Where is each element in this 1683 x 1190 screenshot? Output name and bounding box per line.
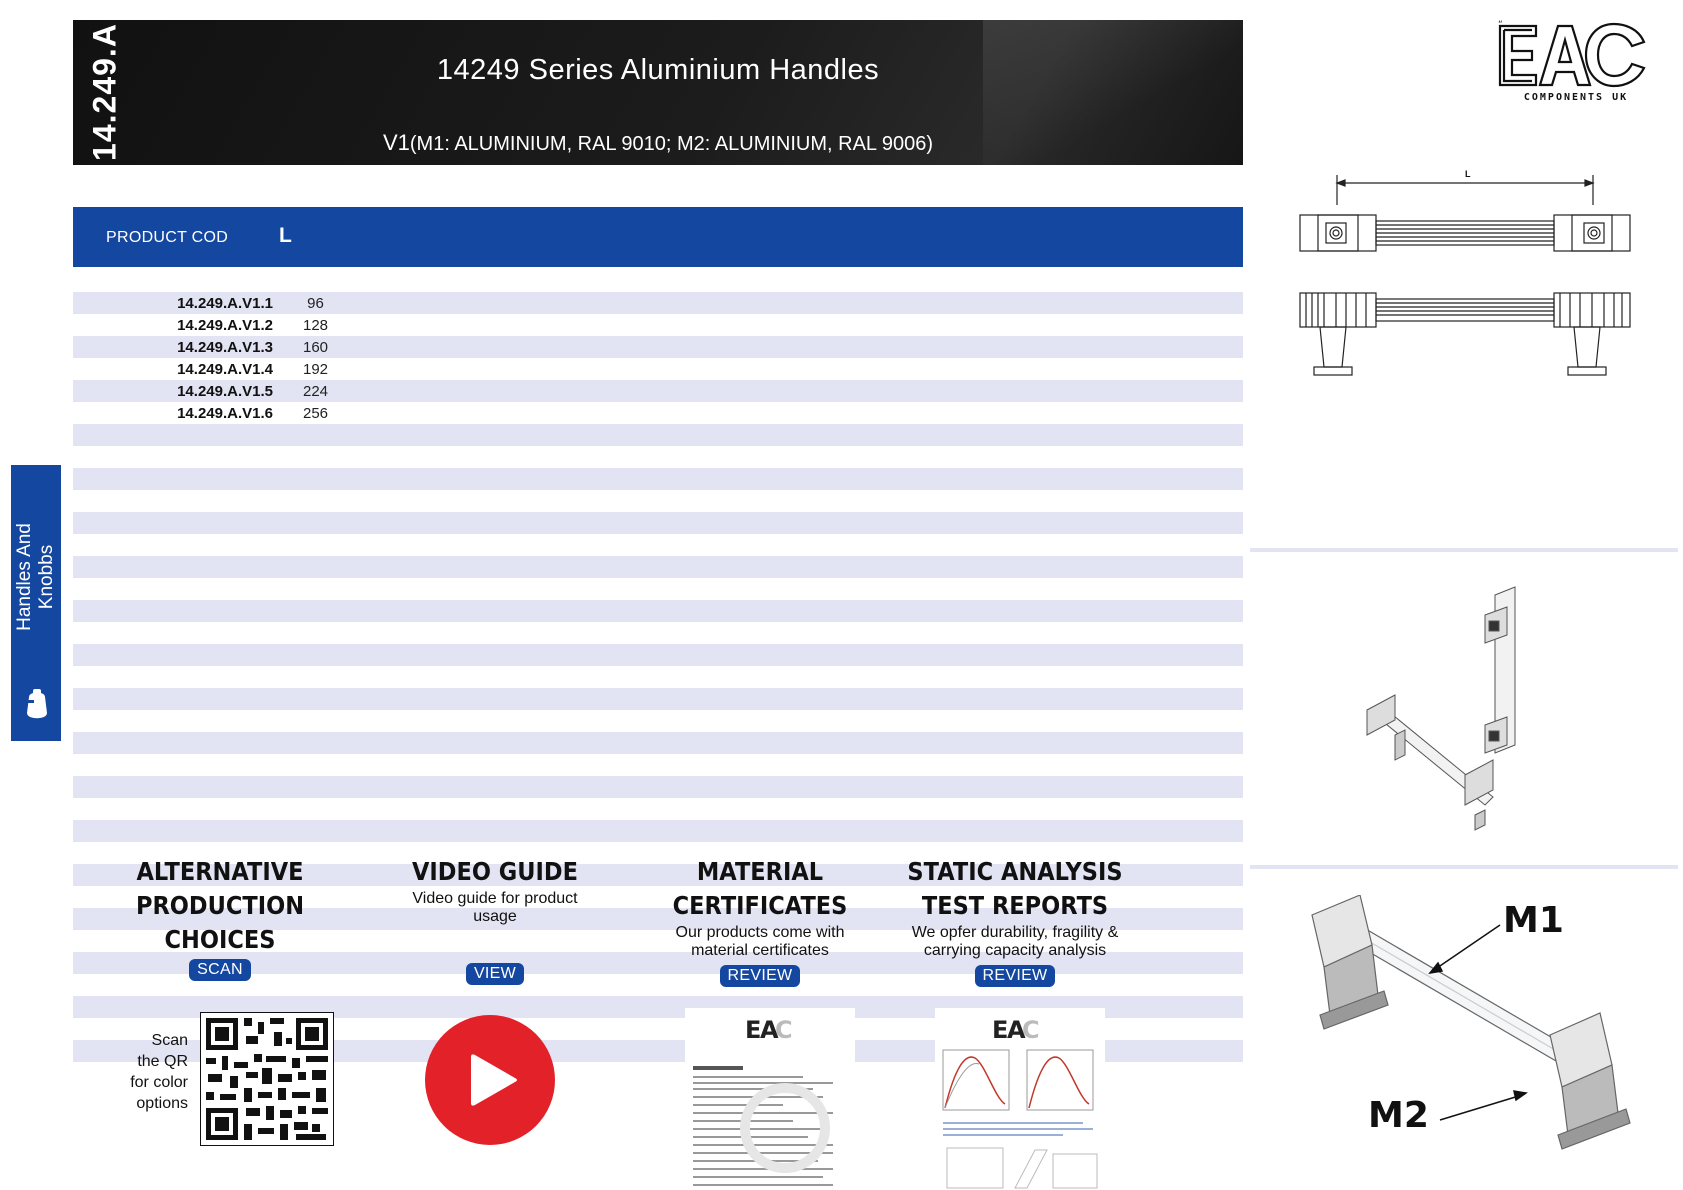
table-row-empty — [73, 688, 1243, 710]
variant-description: (M1: ALUMINIUM, RAL 9010; M2: ALUMINIUM, RAL 9006) — [409, 133, 934, 155]
callout-m1: M1 — [1503, 900, 1564, 941]
static-desc-1: We opfer durability, fragility & — [911, 924, 1119, 941]
table-row-empty — [73, 446, 1243, 468]
view-button[interactable]: VIEW — [466, 963, 524, 985]
table-row-empty — [73, 512, 1243, 534]
table-row-empty — [73, 424, 1243, 446]
scan-line: the QR — [137, 1053, 188, 1070]
material-title-2: CERTIFICATES — [672, 891, 848, 920]
dimension-label: L — [1465, 169, 1471, 179]
cell-l: 96 — [307, 295, 324, 312]
cell-l: 192 — [302, 361, 329, 378]
material-cert-block — [630, 855, 890, 987]
cell-code: 14.249.A.V1.4 — [177, 361, 273, 378]
page-title: 14249 Series Aluminium Handles — [436, 54, 880, 86]
series-code: 14.249.A — [86, 23, 123, 161]
col-header-l: L — [279, 224, 292, 247]
svg-text:E: E — [992, 1016, 1009, 1044]
knob-icon — [23, 687, 51, 723]
scan-instructions — [120, 1030, 188, 1114]
table-row — [73, 292, 1243, 314]
alt-title-1: ALTERNATIVE — [136, 857, 304, 886]
table-row-empty — [73, 710, 1243, 732]
scan-line: Scan — [151, 1032, 188, 1049]
table-header — [73, 207, 1243, 267]
table-row — [73, 402, 1243, 424]
table-row-empty — [73, 556, 1243, 578]
svg-text:E: E — [745, 1016, 762, 1044]
video-desc-1: Video guide for product — [412, 890, 578, 907]
static-title-2: TEST REPORTS — [921, 891, 1109, 920]
table-row-empty — [73, 798, 1243, 820]
category-side-tab[interactable] — [11, 465, 61, 741]
eac-logo — [1496, 18, 1656, 108]
header-banner — [73, 20, 1243, 165]
static-analysis-block — [885, 855, 1145, 987]
side-tab-line2: Knobbs — [36, 544, 57, 610]
cell-code: 14.249.A.V1.5 — [177, 383, 273, 400]
side-tab-line1: Handles And — [14, 523, 35, 631]
side-tab-label — [14, 523, 58, 631]
svg-text:C: C — [775, 1016, 793, 1044]
video-desc-2: usage — [473, 908, 517, 925]
callout-m2: M2 — [1368, 1095, 1429, 1136]
svg-text:A: A — [760, 1016, 779, 1044]
review-reports-button[interactable]: REVIEW — [975, 965, 1056, 987]
scan-button[interactable]: SCAN — [189, 959, 251, 981]
cell-l: 224 — [302, 383, 329, 400]
col-header-code: PRODUCT COD — [106, 229, 229, 246]
panel-divider — [1250, 548, 1678, 552]
table-row-empty — [73, 622, 1243, 644]
video-title: VIDEO GUIDE — [412, 857, 578, 886]
table-row-empty — [73, 468, 1243, 490]
cell-l: 128 — [302, 317, 329, 334]
material-desc-1: Our products come with — [675, 924, 845, 941]
table-row — [73, 336, 1243, 358]
alt-production-block — [90, 855, 350, 981]
panel-divider — [1250, 865, 1678, 869]
cell-code: 14.249.A.V1.1 — [177, 295, 273, 312]
technical-drawing — [1290, 165, 1650, 385]
table-row-empty — [73, 578, 1243, 600]
alt-title-3: CHOICES — [164, 925, 276, 954]
table-row-empty — [73, 490, 1243, 512]
table-row-empty — [73, 534, 1243, 556]
alt-title-2: PRODUCTION — [135, 891, 305, 920]
table-row-empty — [73, 776, 1243, 798]
table-row-empty — [73, 644, 1243, 666]
cell-l: 160 — [302, 339, 329, 356]
table-row-empty — [73, 666, 1243, 688]
handle-iso-views — [1365, 585, 1565, 835]
table-row — [73, 380, 1243, 402]
svg-text:“: “ — [1498, 20, 1503, 30]
handle-material-view — [1300, 895, 1670, 1175]
certificate-preview[interactable] — [685, 1008, 855, 1190]
svg-text:C: C — [1022, 1016, 1040, 1044]
material-desc-2: material certificates — [691, 942, 829, 959]
cell-code: 14.249.A.V1.2 — [177, 317, 273, 334]
qr-code[interactable] — [200, 1012, 334, 1146]
static-desc-2: carrying capacity analysis — [923, 942, 1107, 959]
table-row — [73, 358, 1243, 380]
test-report-preview[interactable] — [935, 1008, 1105, 1190]
scan-line: for color — [130, 1074, 188, 1091]
scan-line: options — [136, 1095, 188, 1112]
cell-l: 256 — [302, 405, 329, 422]
table-row — [73, 314, 1243, 336]
eac-logo-mark — [1496, 18, 1656, 93]
logo-subtitle: COMPONENTS UK — [1523, 92, 1629, 103]
review-certificates-button[interactable]: REVIEW — [720, 965, 801, 987]
cell-code: 14.249.A.V1.6 — [177, 405, 273, 422]
table-row-empty — [73, 600, 1243, 622]
cell-code: 14.249.A.V1.3 — [177, 339, 273, 356]
svg-text:A: A — [1007, 1016, 1026, 1044]
static-title-1: STATIC ANALYSIS — [907, 857, 1123, 886]
video-guide-block — [365, 855, 625, 985]
play-video-icon[interactable] — [425, 1015, 555, 1145]
variant-subtitle — [73, 130, 1243, 156]
table-row-empty — [73, 754, 1243, 776]
table-row-empty — [73, 732, 1243, 754]
material-title-1: MATERIAL — [696, 857, 824, 886]
table-row-empty — [73, 820, 1243, 842]
variant-prefix: V1 — [382, 130, 410, 155]
